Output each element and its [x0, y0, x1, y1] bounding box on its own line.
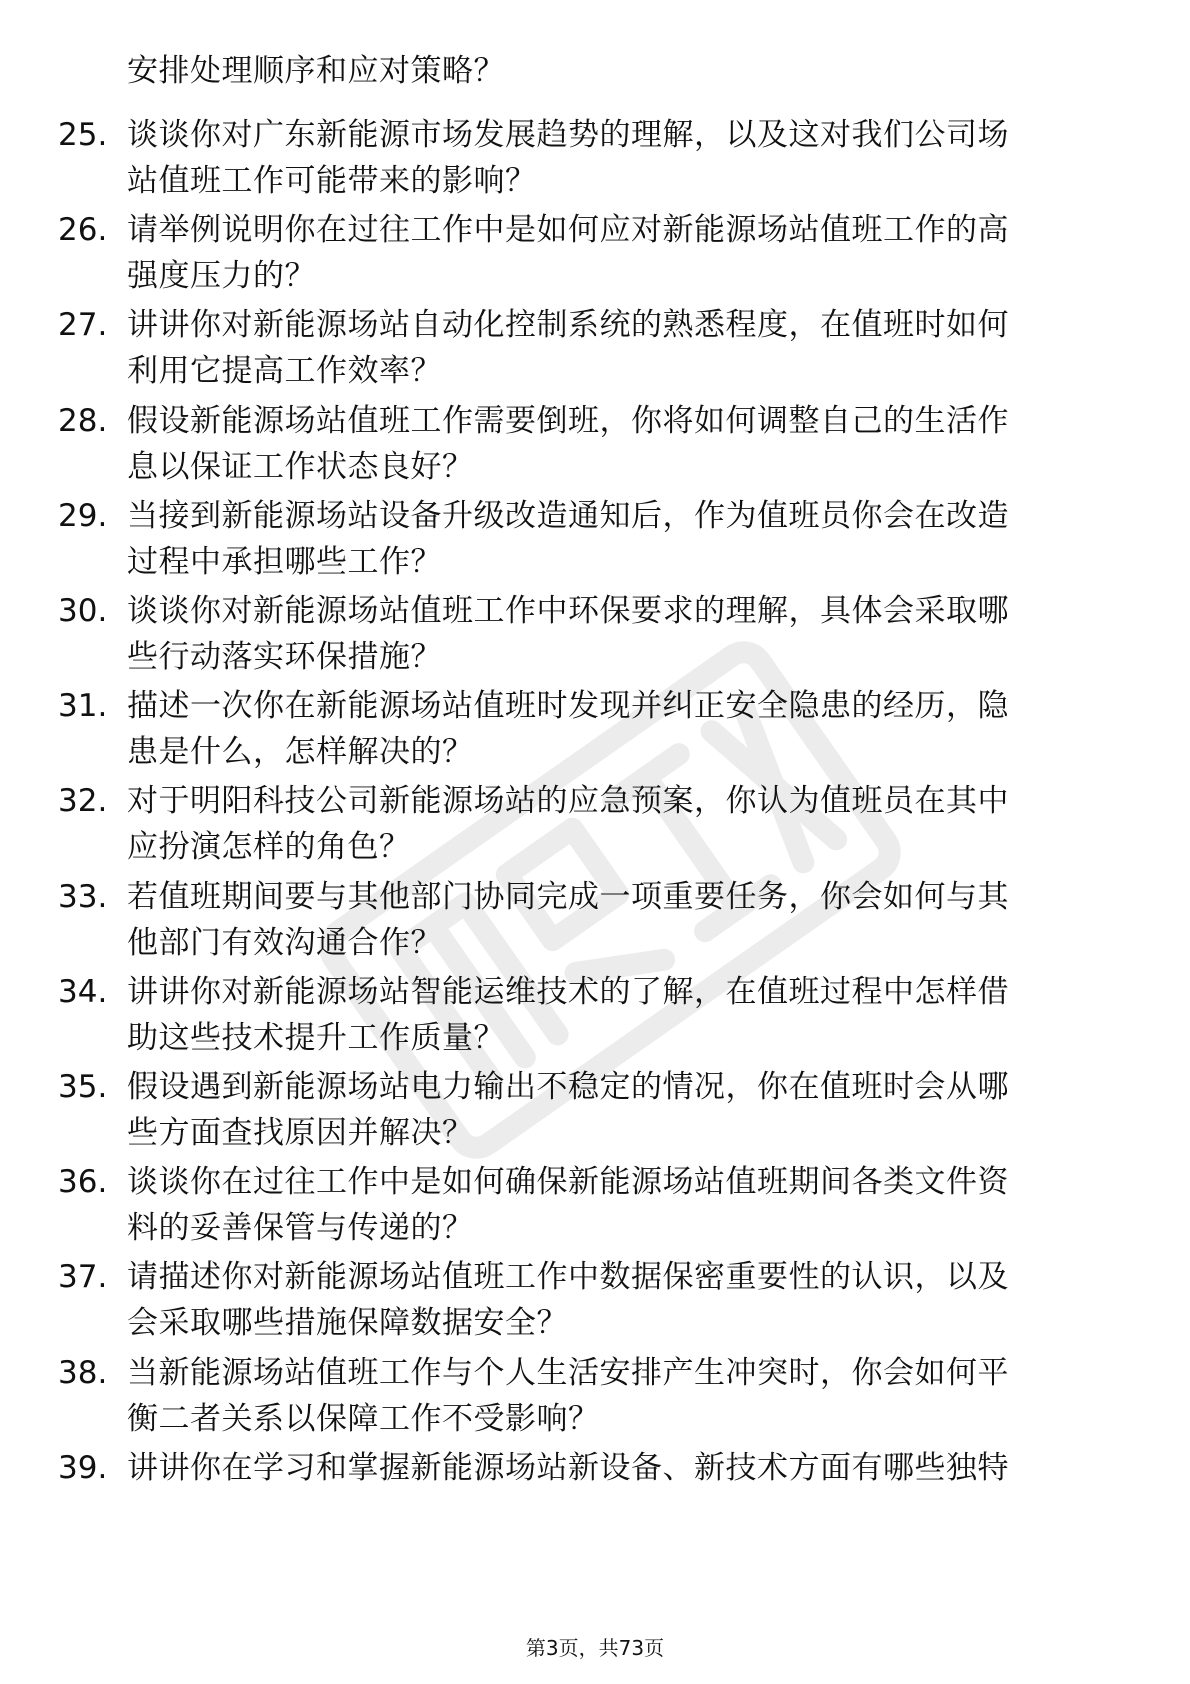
- question-item: [0, 207, 1190, 299]
- question-text-line: 料的妥善保管与传递的？: [127, 1210, 474, 1246]
- question-text-line: 会采取哪些措施保障数据安全？: [127, 1305, 568, 1341]
- question-text-line: 讲讲你对新能源场站智能运维技术的了解，在值班过程中怎样借: [127, 974, 1009, 1010]
- question-text: [127, 778, 1117, 870]
- question-item: [0, 683, 1190, 775]
- question-number: 31.: [58, 688, 108, 724]
- question-text-line: 当新能源场站值班工作与个人生活安排产生冲突时，你会如何平: [127, 1355, 1009, 1391]
- question-item: [0, 493, 1190, 585]
- question-text: [127, 302, 1117, 394]
- question-text: [127, 874, 1117, 966]
- question-number: 37.: [58, 1259, 108, 1295]
- question-item: [0, 112, 1190, 204]
- question-text-line: 讲讲你在学习和掌握新能源场站新设备、新技术方面有哪些独特: [127, 1450, 1009, 1486]
- question-text: [127, 1350, 1117, 1442]
- question-item: [0, 1159, 1190, 1251]
- question-text-line: 患是什么，怎样解决的？: [127, 734, 474, 770]
- question-text-line: 谈谈你对广东新能源市场发展趋势的理解，以及这对我们公司场: [127, 117, 1009, 153]
- question-number: 34.: [58, 974, 108, 1010]
- question-text: [127, 398, 1117, 490]
- question-text: [127, 1254, 1117, 1346]
- question-item: [0, 778, 1190, 870]
- question-number: 30.: [58, 593, 108, 629]
- question-text: [127, 1445, 1117, 1491]
- question-text-line: 若值班期间要与其他部门协同完成一项重要任务，你会如何与其: [127, 879, 1009, 915]
- question-text-line: 衡二者关系以保障工作不受影响？: [127, 1401, 600, 1437]
- question-text-line: 站值班工作可能带来的影响？: [127, 163, 537, 199]
- continued-question-text: 安排处理顺序和应对策略？: [127, 53, 505, 89]
- question-text: [127, 1159, 1117, 1251]
- question-number: 29.: [58, 498, 108, 534]
- question-item: [0, 302, 1190, 394]
- question-text-line: 他部门有效沟通合作？: [127, 925, 442, 961]
- question-text-line: 谈谈你在过往工作中是如何确保新能源场站值班期间各类文件资: [127, 1164, 1009, 1200]
- question-text: [127, 969, 1117, 1061]
- question-text-line: 请举例说明你在过往工作中是如何应对新能源场站值班工作的高: [127, 212, 1009, 248]
- question-text: [127, 493, 1117, 585]
- question-number: 26.: [58, 212, 108, 248]
- question-number: 35.: [58, 1069, 108, 1105]
- question-text-line: 息以保证工作状态良好？: [127, 449, 474, 485]
- question-number: 33.: [58, 879, 108, 915]
- page-footer: 第3页，共73页: [525, 1636, 665, 1660]
- question-item: [0, 969, 1190, 1061]
- question-number: 32.: [58, 783, 108, 819]
- question-text-line: 假设遇到新能源场站电力输出不稳定的情况，你在值班时会从哪: [127, 1069, 1009, 1105]
- question-text: [127, 112, 1117, 204]
- question-item: [0, 1445, 1190, 1537]
- question-item: [0, 588, 1190, 680]
- question-text: [127, 1064, 1117, 1156]
- question-number: 38.: [58, 1355, 108, 1391]
- question-text: [127, 683, 1117, 775]
- question-number: 27.: [58, 307, 108, 343]
- question-text-line: 强度压力的？: [127, 258, 316, 294]
- question-text-line: 谈谈你对新能源场站值班工作中环保要求的理解，具体会采取哪: [127, 593, 1009, 629]
- question-text-line: 讲讲你对新能源场站自动化控制系统的熟悉程度，在值班时如何: [127, 307, 1009, 343]
- question-item: [0, 1350, 1190, 1442]
- question-number: 28.: [58, 403, 108, 439]
- question-text-line: 些行动落实环保措施？: [127, 639, 442, 675]
- question-text-line: 过程中承担哪些工作？: [127, 544, 442, 580]
- question-text-line: 假设新能源场站值班工作需要倒班，你将如何调整自己的生活作: [127, 403, 1009, 439]
- question-number: 36.: [58, 1164, 108, 1200]
- question-item: [0, 874, 1190, 966]
- question-text-line: 助这些技术提升工作质量？: [127, 1020, 505, 1056]
- question-number: 39.: [58, 1450, 108, 1486]
- question-item: [0, 1254, 1190, 1346]
- question-text-line: 些方面查找原因并解决？: [127, 1115, 474, 1151]
- question-text: [127, 207, 1117, 299]
- question-item: [0, 1064, 1190, 1156]
- question-text-line: 当接到新能源场站设备升级改造通知后，作为值班员你会在改造: [127, 498, 1009, 534]
- question-text: [127, 588, 1117, 680]
- question-text-line: 利用它提高工作效率？: [127, 353, 442, 389]
- question-text-line: 描述一次你在新能源场站值班时发现并纠正安全隐患的经历，隐: [127, 688, 1009, 724]
- question-number: 25.: [58, 117, 108, 153]
- question-text-line: 请描述你对新能源场站值班工作中数据保密重要性的认识，以及: [127, 1259, 1009, 1295]
- question-text-line: 对于明阳科技公司新能源场站的应急预案，你认为值班员在其中: [127, 783, 1009, 819]
- question-item: [0, 398, 1190, 490]
- question-text-line: 应扮演怎样的角色？: [127, 829, 411, 865]
